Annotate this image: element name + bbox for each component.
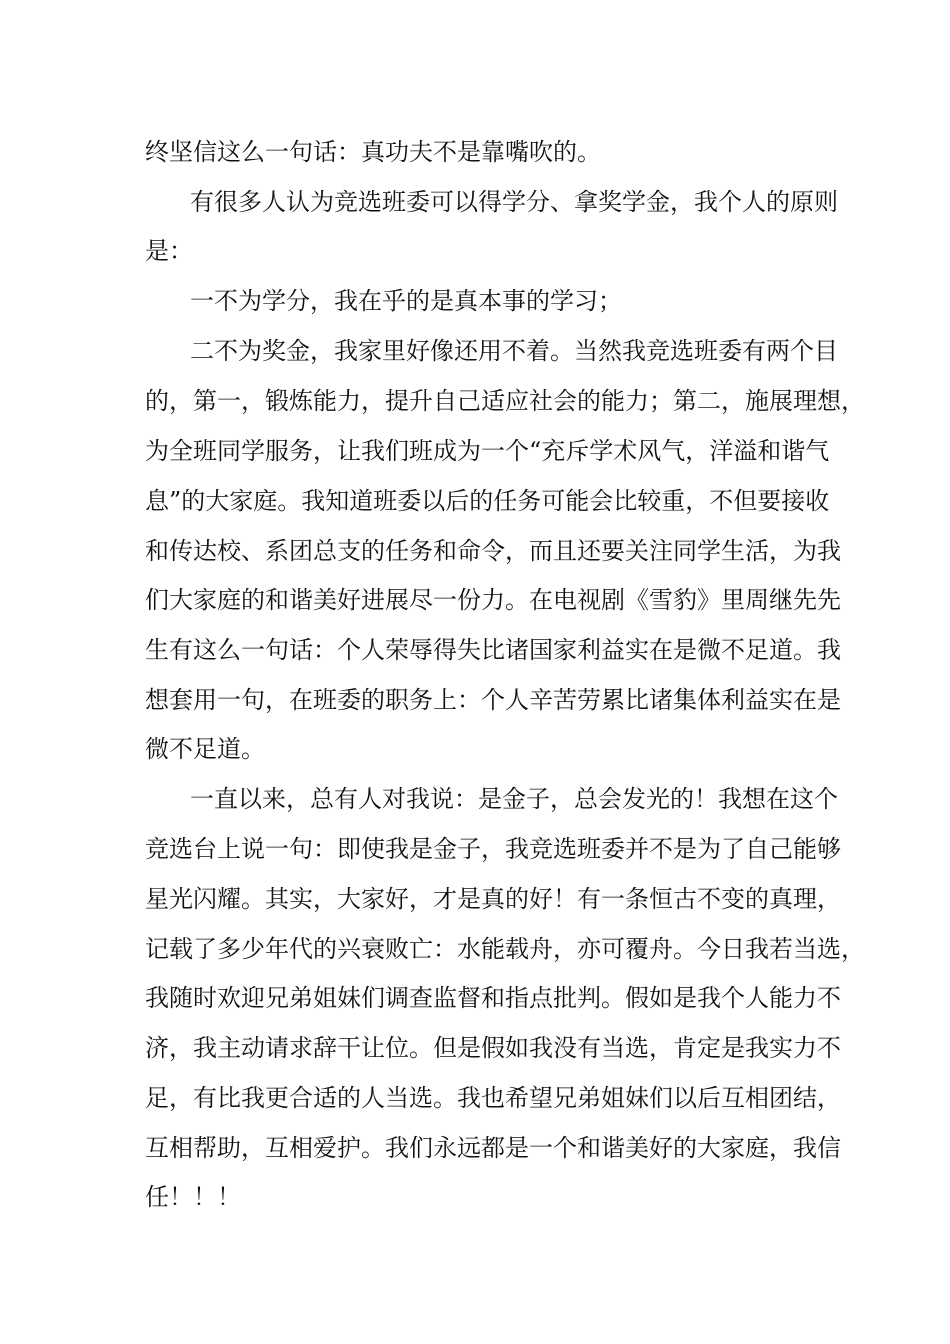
text-line: 互相帮助，互相爱护。我们永远都是一个和谐美好的大家庭，我信	[145, 1134, 841, 1162]
text-line: 微不足道。	[145, 735, 265, 763]
text-line: 济，我主动请求辞干让位。但是假如我没有当选，肯定是我实力不	[145, 1034, 841, 1062]
text-line: 终坚信这么一句话：真功夫不是靠嘴吹的。	[145, 138, 601, 166]
text-line: 是：	[145, 237, 193, 265]
text-line: 一直以来，总有人对我说：是金子，总会发光的！我想在这个	[190, 785, 838, 813]
text-line: 息”的大家庭。我知道班委以后的任务可能会比较重，不但要接收	[145, 487, 830, 515]
text-line: 为全班同学服务，让我们班成为一个“充斥学术风气，洋溢和谐气	[145, 437, 830, 465]
text-line: 生有这么一句话：个人荣辱得失比诸国家利益实在是微不足道。我	[145, 636, 841, 664]
text-line: 的，第一，锻炼能力，提升自己适应社会的能力；第二，施展理想，	[145, 387, 865, 415]
text-line: 们大家庭的和谐美好进展尽一份力。在电视剧《雪豹》里周继先先	[145, 586, 841, 614]
text-line: 有很多人认为竞选班委可以得学分、拿奖学金，我个人的原则	[190, 188, 838, 216]
text-line: 竞选台上说一句：即使我是金子，我竞选班委并不是为了自己能够	[145, 835, 841, 863]
text-line: 星光闪耀。其实，大家好，才是真的好！有一条恒古不变的真理，	[145, 885, 841, 913]
text-line: 想套用一句，在班委的职务上：个人辛苦劳累比诸集体利益实在是	[145, 686, 841, 714]
text-line: 和传达校、系团总支的任务和命令，而且还要关注同学生活，为我	[145, 537, 841, 565]
text-line: 记载了多少年代的兴衰败亡：水能载舟，亦可覆舟。今日我若当选，	[145, 935, 865, 963]
text-line: 一不为学分，我在乎的是真本事的学习；	[190, 287, 622, 315]
text-line: 任！！！	[145, 1183, 241, 1211]
text-line: 二不为奖金，我家里好像还用不着。当然我竞选班委有两个目	[190, 337, 838, 365]
text-line: 我随时欢迎兄弟姐妹们调查监督和指点批判。假如是我个人能力不	[145, 984, 841, 1012]
text-line: 足，有比我更合适的人当选。我也希望兄弟姐妹们以后互相团结，	[145, 1084, 841, 1112]
